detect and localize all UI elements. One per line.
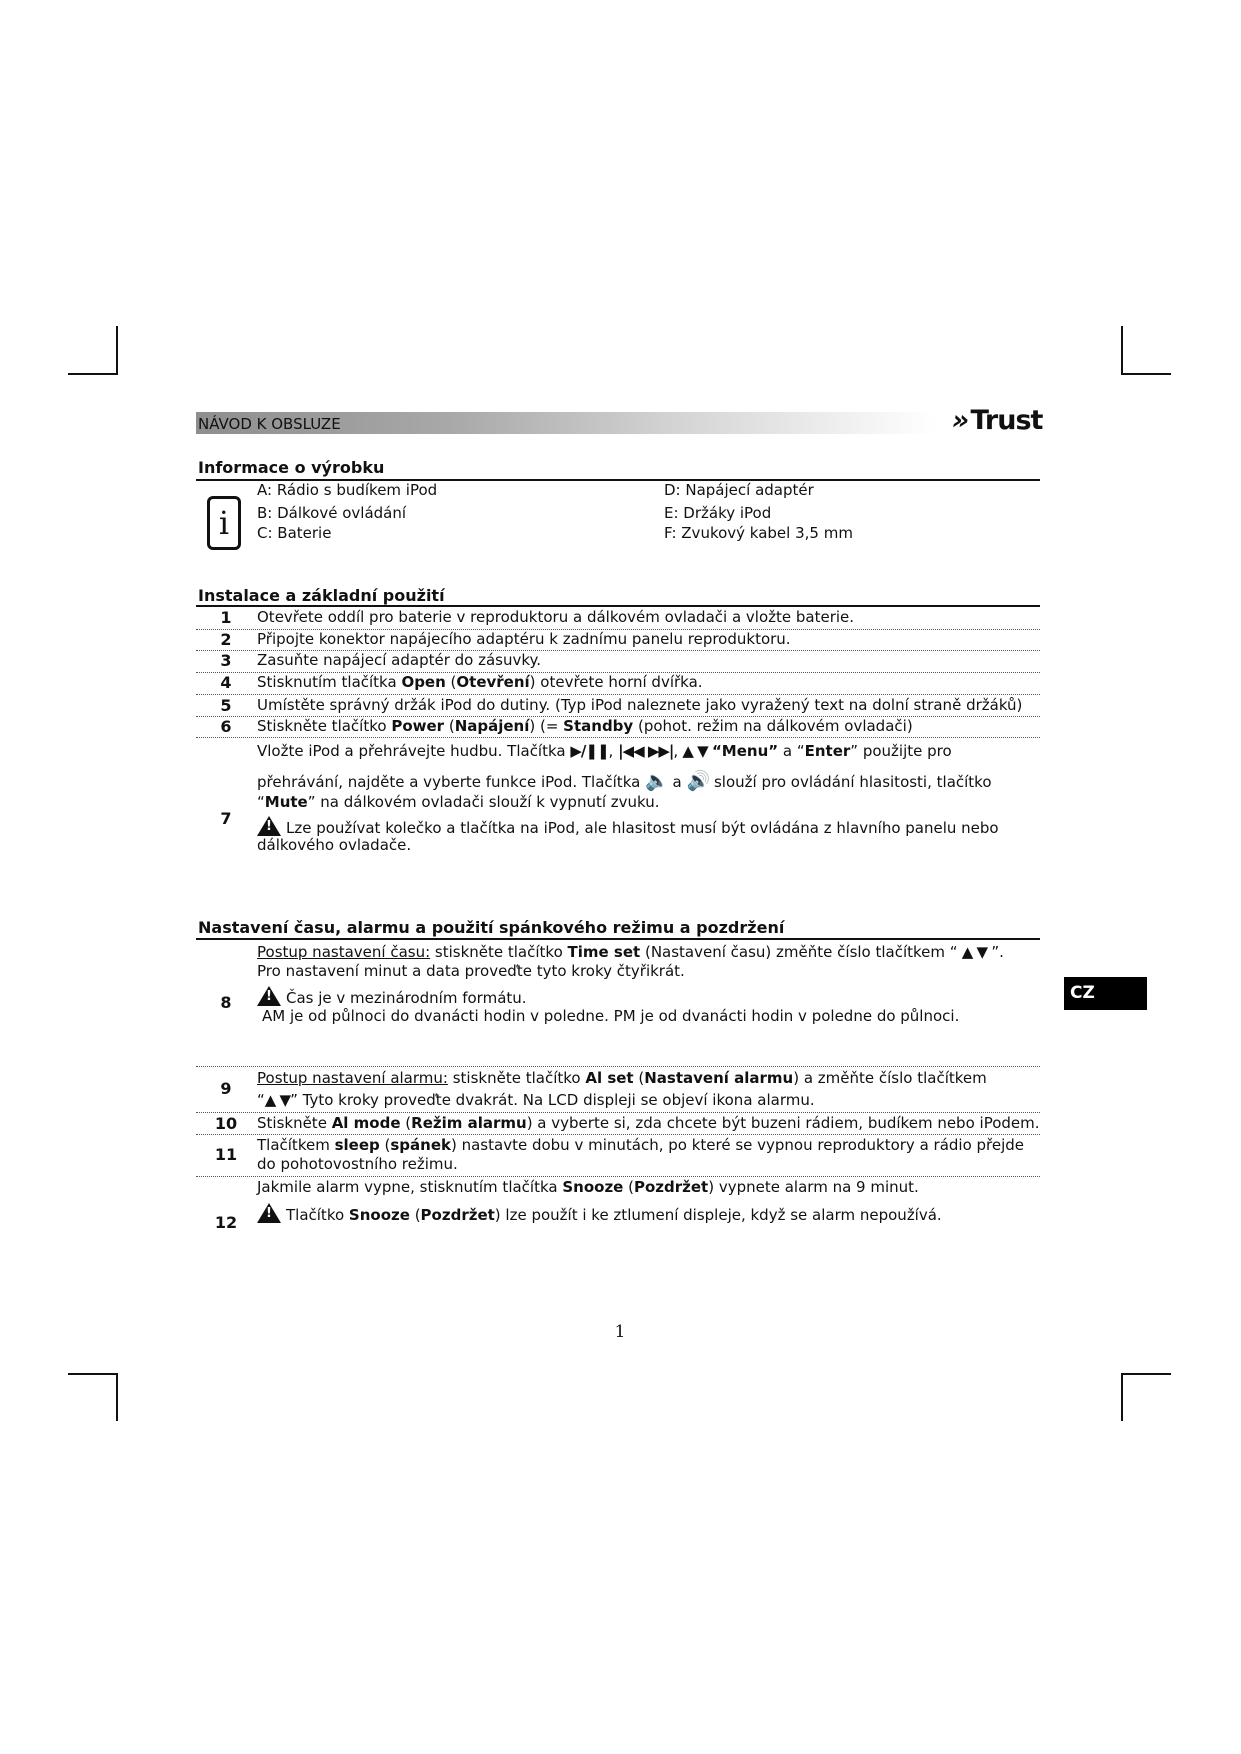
step-text: Jakmile alarm vypne, stisknutím tlačítka Snooze (Pozdržet) vypnete alarm na 9 minut. (257, 1178, 919, 1196)
step-text: Pro nastavení minut a data proveďte tyto kroky čtyřikrát. (257, 962, 685, 980)
warning-note: dálkového ovladače. (257, 836, 412, 854)
page-title: NÁVOD K OBSLUZE (198, 415, 341, 433)
warning-icon (257, 1203, 281, 1223)
play-pause-icon: ▶/❚❚ (570, 742, 609, 760)
info-item: D: Napájecí adaptér (664, 481, 814, 499)
step-number: 8 (220, 993, 232, 1012)
warning-note: !Lze používat kolečko a tlačítka na iPod, ale hlasitost musí být ovládána z hlavního panelu nebo (257, 816, 999, 838)
section-title-time: Nastavení času, alarmu a použití spánkového režimu a pozdržení (198, 918, 785, 937)
prev-next-icon: |◀◀ ▶▶| (618, 742, 674, 760)
step-text: Postup nastavení alarmu: stiskněte tlačítko Al set (Nastavení alarmu) a změňte číslo tlačítkem (257, 1069, 987, 1087)
warning-icon (257, 816, 281, 836)
up-down-arrows-icon: ▲ ▼ (678, 742, 712, 760)
step-text: Stiskněte Al mode (Režim alarmu) a vyberte si, zda chcete být buzeni rádiem, budíkem nebo iPodem. (257, 1114, 1040, 1132)
crop-mark-top-right-v (1121, 326, 1123, 374)
step-text: Stiskněte tlačítko Power (Napájení) (= Standby (pohot. režim na dálkovém ovladači) (257, 717, 913, 735)
up-down-arrows-icon: ▲ ▼ (957, 943, 992, 961)
step-text: Otevřete oddíl pro baterie v reproduktoru a dálkovém ovladači a vložte baterie. (257, 608, 855, 626)
step-number: 1 (220, 608, 232, 627)
step-text: AM je od půlnoci do dvanácti hodin v poledne. PM je od dvanácti hodin v poledne do půlnoci. (262, 1007, 960, 1025)
step-number: 10 (214, 1114, 238, 1133)
step-text: Připojte konektor napájecího adaptéru k zadnímu panelu reproduktoru. (257, 630, 791, 648)
step-number: 2 (220, 630, 232, 649)
crop-mark-top-left-v (116, 326, 118, 374)
up-down-arrows-icon: ▲ ▼ (264, 1091, 291, 1109)
row-divider (196, 1134, 1040, 1135)
step-number: 4 (220, 673, 232, 692)
section-divider (196, 605, 1040, 607)
row-divider (196, 694, 1040, 695)
step-number: 5 (220, 696, 232, 715)
row-divider (196, 1066, 1040, 1067)
warning-note: !Čas je v mezinárodním formátu. (257, 986, 527, 1008)
step-text: Stisknutím tlačítka Open (Otevření) otevřete horní dvířka. (257, 673, 703, 691)
volume-down-icon: 🔈 (645, 770, 668, 792)
step-number: 7 (220, 809, 232, 828)
step-number: 9 (220, 1079, 232, 1098)
brand-logo: »Trust (948, 405, 1043, 436)
step-number: 12 (214, 1213, 238, 1232)
language-tab: CZ (1064, 977, 1147, 1010)
step-text: “▲ ▼” Tyto kroky proveďte dvakrát. Na LCD displeji se objeví ikona alarmu. (257, 1091, 815, 1109)
step-text: do pohotovostního režimu. (257, 1155, 458, 1173)
volume-up-icon: 🔊 (686, 770, 710, 792)
step-text: Tlačítkem sleep (spánek) nastavte dobu v minutách, po které se vypnou reproduktory a rádio přejde (257, 1136, 1025, 1154)
crop-mark-top-right-h (1121, 373, 1171, 375)
step-text: “Mute” na dálkovém ovladači slouží k vypnutí zvuku. (257, 793, 660, 811)
step-text: Zasuňte napájecí adaptér do zásuvky. (257, 651, 542, 669)
warning-note: !Tlačítko Snooze (Pozdržet) lze použít i ke ztlumení displeje, když se alarm nepoužívá. (257, 1203, 942, 1225)
section-title-install: Instalace a základní použití (198, 586, 445, 605)
step-text: Postup nastavení času: stiskněte tlačítko Time set (Nastavení času) změňte číslo tlačítkem “ ▲ ▼ ”. (257, 943, 1004, 961)
step-number: 11 (214, 1145, 238, 1164)
info-item: C: Baterie (257, 524, 332, 542)
step-text: přehrávání, najděte a vyberte funkce iPod. Tlačítka 🔈 a 🔊 slouží pro ovládání hlasitosti, tlačítko (257, 770, 992, 792)
crop-mark-bottom-left-v (116, 1373, 118, 1421)
info-item: B: Dálkové ovládání (257, 504, 407, 522)
step-text: Umístěte správný držák iPod do dutiny. (Typ iPod naleznete jako vyražený text na dolní straně držáků) (257, 696, 1023, 714)
page-number: 1 (614, 1322, 626, 1342)
info-icon: i (207, 496, 241, 550)
crop-mark-bottom-right-v (1121, 1373, 1123, 1421)
info-item: E: Držáky iPod (664, 504, 772, 522)
section-title-info: Informace o výrobku (198, 458, 385, 477)
step-number: 3 (220, 651, 232, 670)
row-divider (196, 1176, 1040, 1177)
crop-mark-top-left-h (68, 373, 118, 375)
step-number: 6 (220, 717, 232, 736)
section-divider (196, 938, 1040, 940)
warning-icon (257, 986, 281, 1006)
step-text: Vložte iPod a přehrávejte hudbu. Tlačítka ▶/❚❚, |◀◀ ▶▶|, ▲ ▼ “Menu” a “Enter” použijte pro (257, 742, 952, 760)
info-item: F: Zvukový kabel 3,5 mm (664, 524, 853, 542)
row-divider (196, 737, 1040, 738)
crop-mark-bottom-right-h (1121, 1373, 1171, 1375)
crop-mark-bottom-left-h (68, 1373, 118, 1375)
info-item: A: Rádio s budíkem iPod (257, 481, 438, 499)
row-divider (196, 1112, 1040, 1113)
